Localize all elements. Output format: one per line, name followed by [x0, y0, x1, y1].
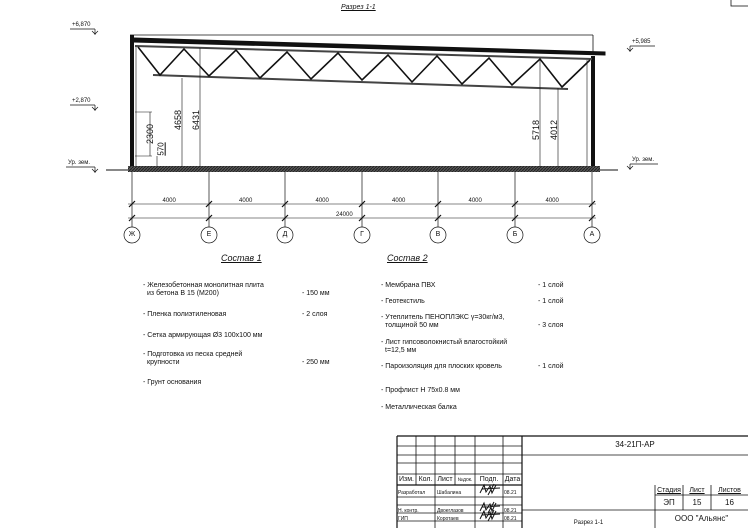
roof: [134, 38, 605, 89]
axis-label: В: [435, 231, 441, 238]
stage-value: ЭП: [663, 498, 675, 507]
elevation-mid-left: +2,870: [72, 98, 91, 104]
sheet-label: Лист: [689, 487, 705, 494]
layer-text-cont: крупности: [147, 359, 180, 366]
layer-text-cont: толщиной 50 мм: [385, 322, 439, 329]
layer-text: - Пленка полиэтиленовая: [143, 311, 227, 318]
tb-date: 08.21: [504, 516, 517, 522]
sostav2-title: Состав 2: [387, 253, 428, 263]
project-code: 34-21П-АР: [615, 440, 655, 449]
frame: [130, 0, 748, 54]
layer-text: - Подготовка из песка средней: [143, 351, 243, 358]
tb-header: Дата: [504, 476, 521, 483]
layer-value: - 3 слоя: [538, 322, 564, 329]
layer-text: - Металлическая балка: [381, 404, 457, 411]
tb-header: Кол.: [418, 476, 433, 483]
dim-4658: 4658: [173, 109, 184, 131]
signature: [478, 483, 502, 497]
tb-header: Лист: [437, 476, 453, 483]
layer-text-cont: из бетона В 15 (М200): [147, 290, 219, 297]
layer-value: - 150 мм: [302, 290, 330, 297]
dim-4012: 4012: [549, 119, 560, 141]
dim-2300: 2300: [145, 123, 156, 145]
company-name: ООО "Альянс": [674, 514, 729, 523]
tb-name: Двоеглазов: [437, 508, 464, 514]
tb-header: №док.: [457, 477, 473, 483]
dim-span: 4000: [468, 198, 482, 204]
layer-text-cont: t=12,5 мм: [385, 347, 417, 354]
tb-name: Коротаев: [437, 516, 459, 522]
stage-label: Стадия: [657, 487, 681, 494]
elevation-top-left: +6,870: [72, 22, 91, 28]
dim-6431: 6431: [191, 109, 202, 131]
layer-text: - Лист гипсоволокнистый влагостойкий: [381, 339, 508, 346]
axis-label: Б: [512, 231, 518, 238]
drawing-title: Разрез 1-1: [341, 4, 376, 11]
layer-text: - Сетка армирующая Ø3 100x100 мм: [143, 332, 263, 339]
layer-text: - Железобетонная монолитная плита: [143, 282, 264, 289]
tb-date: 08.21: [504, 490, 517, 496]
dim-span: 4000: [545, 198, 559, 204]
layer-text: - Пароизоляция для плоских кровель: [381, 363, 502, 370]
layer-text: - Грунт основания: [143, 379, 202, 386]
dim-570: 570: [156, 142, 166, 156]
layer-value: - 1 слой: [538, 282, 564, 289]
elevation-top-right: +5,985: [632, 39, 651, 45]
sheets-label: Листов: [718, 487, 741, 494]
sostav1-title: Состав 1: [221, 253, 262, 263]
layer-value: - 2 слоя: [302, 311, 328, 318]
elevation-ground-right: Ур. зем.: [632, 157, 655, 163]
layer-value: - 1 слой: [538, 363, 564, 370]
layer-value: - 1 слой: [538, 298, 564, 305]
axis-label: Ж: [128, 231, 136, 238]
sheet-value: 15: [692, 498, 702, 507]
dim-span: 4000: [392, 198, 406, 204]
axis-label: А: [589, 231, 595, 238]
tb-role: Н. контр.: [398, 508, 419, 514]
tb-role: Разработал: [398, 490, 426, 496]
layer-text: - Профлист Н 75x0.8 мм: [381, 387, 460, 394]
dim-total: 24000: [336, 212, 353, 218]
layer-value: - 250 мм: [302, 359, 330, 366]
layer-text: - Геотекстиль: [381, 298, 425, 305]
tb-date: 08.21: [504, 508, 517, 514]
tb-header: Подп.: [479, 476, 499, 483]
layer-text: - Мембрана ПВХ: [381, 282, 436, 289]
axis-label: Д: [282, 231, 288, 238]
tb-header: Изм.: [399, 476, 414, 483]
dim-5718: 5718: [531, 119, 542, 141]
tb-role: ГИП: [398, 516, 408, 522]
drawing-name: Разрез 1-1: [573, 520, 604, 526]
sheets-value: 16: [725, 498, 734, 507]
layer-text: - Утеплитель ПЕНОПЛЭКС γ=30кг/м3,: [381, 314, 505, 321]
floor-slab: [106, 166, 618, 172]
dim-span: 4000: [315, 198, 329, 204]
axis-label: Е: [206, 231, 212, 238]
axis-label: Г: [360, 231, 364, 238]
signature: [478, 509, 502, 523]
elevation-ground-left: Ур. зем.: [68, 160, 91, 166]
dim-span: 4000: [239, 198, 253, 204]
tb-name: Шабалина: [437, 490, 462, 496]
dim-span: 4000: [162, 198, 176, 204]
